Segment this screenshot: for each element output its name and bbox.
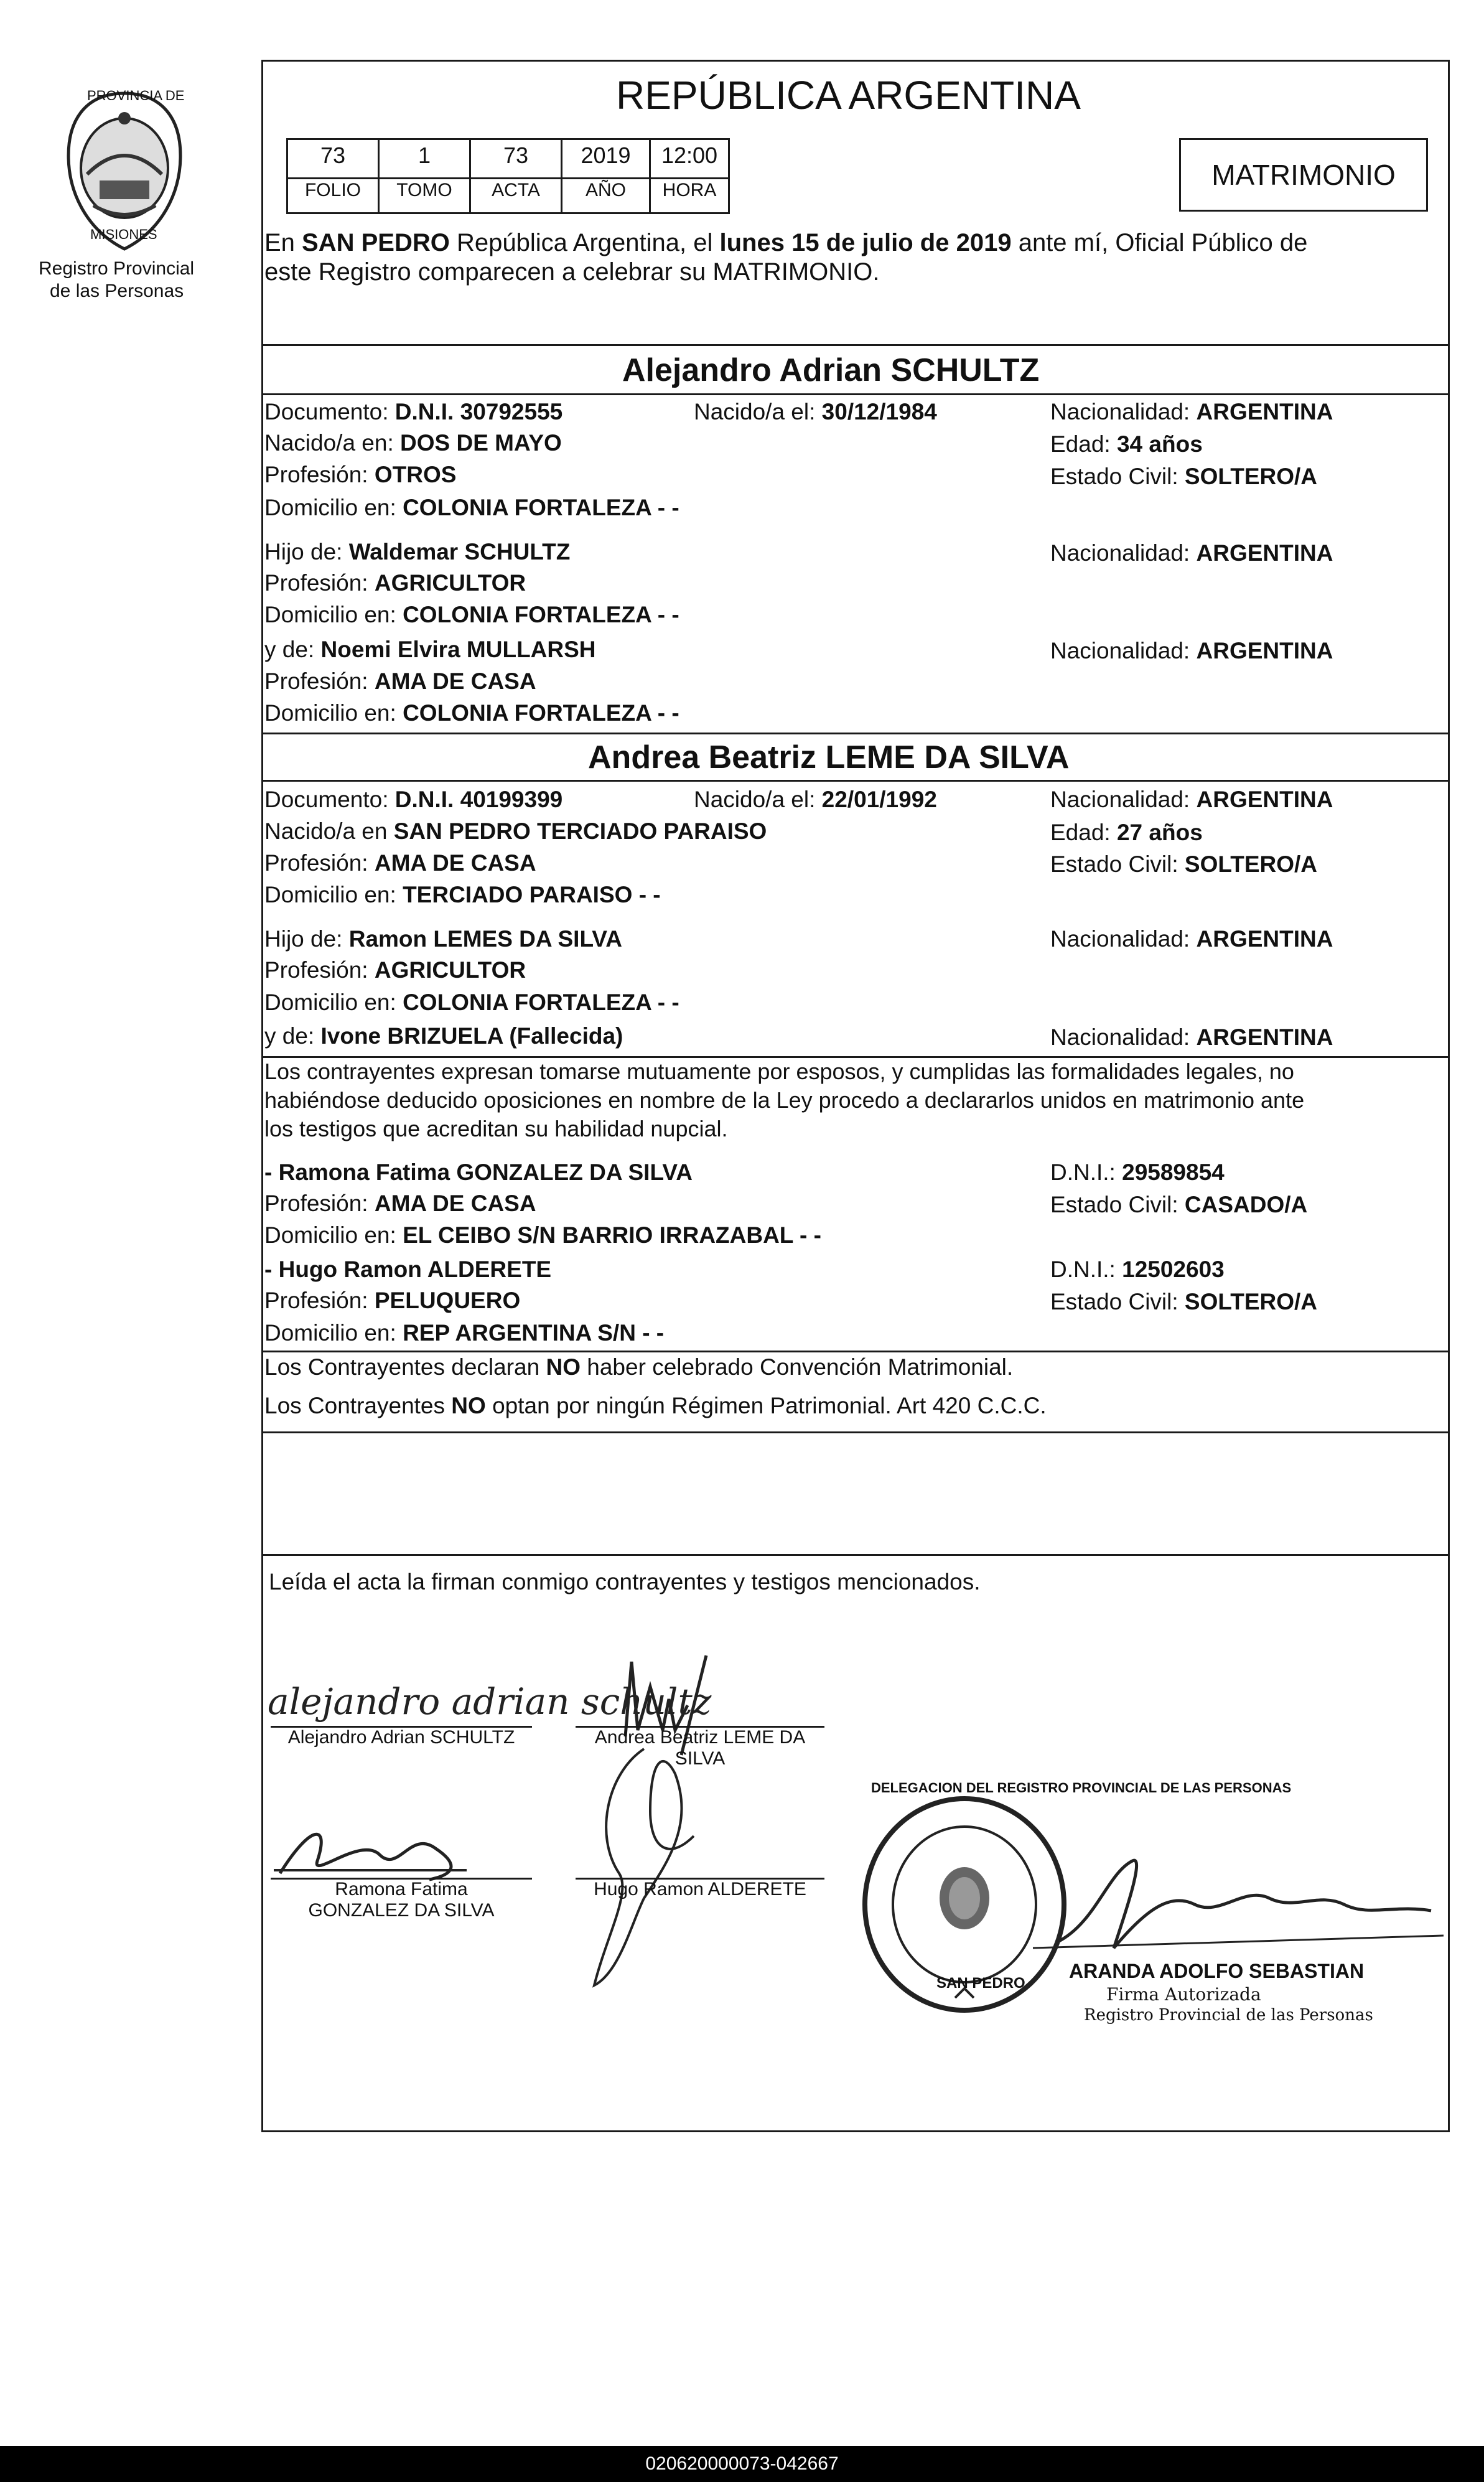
intro-line2: este Registro comparecen a celebrar su MATRIMONIO. [264, 258, 880, 286]
divider [261, 1554, 1450, 1556]
record-type-box: MATRIMONIO [1179, 138, 1428, 212]
witness2-estado-civil: Estado Civil: SOLTERO/A [1050, 1289, 1318, 1314]
closing-text: Leída el acta la firman conmigo contrayentes y testigos mencionados. [269, 1569, 981, 1595]
footer-code: 020620000073-042667 [645, 2453, 839, 2474]
footer-bar [0, 2446, 1484, 2482]
spouse2-father: Hijo de: Ramon LEMES DA SILVA [264, 926, 622, 952]
registry-name-line1: Registro Provincial [39, 258, 195, 279]
intro-line1: En SAN PEDRO República Argentina, el lunes 15 de julio de 2019 ante mí, Oficial Público de [264, 229, 1308, 256]
spouse1-mother-nacionalidad: Nacionalidad: ARGENTINA [1050, 638, 1333, 663]
signature-spouse1: alejandro adrian schultz [268, 1680, 712, 1723]
declaration-line2: habiéndose deducido oposiciones en nombre de la Ley procedo a declararlos unidos en matrimonio ante [264, 1087, 1305, 1113]
official-role: Firma Autorizada [1106, 1984, 1261, 2005]
divider [261, 344, 1450, 346]
signature-label-witness2: Hugo Ramon ALDERETE [594, 1879, 806, 1899]
spouse2-father-domicilio: Domicilio en: COLONIA FORTALEZA - - [264, 990, 679, 1015]
witness1-dni: D.N.I.: 29589854 [1050, 1159, 1225, 1185]
spouse2-edad: Edad: 27 años [1050, 820, 1203, 845]
spouse1-mother-profesion: Profesión: AMA DE CASA [264, 668, 536, 694]
spouse1-estado-civil: Estado Civil: SOLTERO/A [1050, 464, 1318, 489]
registry-name-line2: de las Personas [50, 281, 184, 301]
signature-label-witness1-line2: GONZALEZ DA SILVA [308, 1900, 495, 1921]
signature-label-spouse2-line1: Andrea Beatriz LEME DA [594, 1727, 806, 1748]
spouse1-mother: y de: Noemi Elvira MULLARSH [264, 637, 596, 662]
spouse2-estado-civil: Estado Civil: SOLTERO/A [1050, 851, 1318, 877]
witness2-profesion: Profesión: PELUQUERO [264, 1288, 521, 1313]
witness1-domicilio: Domicilio en: EL CEIBO S/N BARRIO IRRAZABAL - - [264, 1222, 821, 1248]
divider [261, 780, 1450, 782]
signature-label-spouse2-line2: SILVA [674, 1748, 726, 1769]
spouse1-documento: Documento: D.N.I. 30792555 [264, 399, 563, 424]
spouse2-father-nacionalidad: Nacionalidad: ARGENTINA [1050, 926, 1333, 952]
convention-line1: Los Contrayentes declaran NO haber celebrado Convención Matrimonial. [264, 1354, 1014, 1380]
acta-cell: 73 ACTA [469, 138, 562, 214]
convention-line2: Los Contrayentes NO optan por ningún Régimen Patrimonial. Art 420 C.C.C. [264, 1393, 1047, 1418]
hora-cell: 12:00 HORA [649, 138, 730, 214]
spouse1-mother-domicilio: Domicilio en: COLONIA FORTALEZA - - [264, 700, 679, 726]
spouse2-domicilio: Domicilio en: TERCIADO PARAISO - - [264, 882, 661, 907]
divider [261, 1431, 1450, 1433]
folio-cell: 73 FOLIO [286, 138, 380, 214]
spouse1-father-domicilio: Domicilio en: COLONIA FORTALEZA - - [264, 602, 679, 627]
witness2-name: - Hugo Ramon ALDERETE [264, 1257, 552, 1282]
signature-label-witness1-line1: Ramona Fatima [335, 1879, 468, 1899]
witness2-domicilio: Domicilio en: REP ARGENTINA S/N - - [264, 1320, 665, 1346]
spouse1-nacido-en: Nacido/a en: DOS DE MAYO [264, 430, 562, 456]
witness1-estado-civil: Estado Civil: CASADO/A [1050, 1192, 1308, 1217]
spouse1-domicilio: Domicilio en: COLONIA FORTALEZA - - [264, 495, 679, 520]
spouse2-father-profesion: Profesión: AGRICULTOR [264, 957, 526, 983]
spouse2-documento: Documento: D.N.I. 40199399 [264, 787, 563, 812]
stamp-center: SAN PEDRO [936, 1975, 1025, 1992]
declaration-line3: los testigos que acreditan su habilidad nupcial. [264, 1116, 728, 1141]
spouse1-edad: Edad: 34 años [1050, 431, 1203, 457]
spouse2-nacido-en: Nacido/a en SAN PEDRO TERCIADO PARAISO [264, 818, 767, 844]
witness2-dni: D.N.I.: 12502603 [1050, 1257, 1225, 1282]
divider [261, 733, 1450, 734]
ano-cell: 2019 AÑO [561, 138, 651, 214]
witness1-name: - Ramona Fatima GONZALEZ DA SILVA [264, 1159, 693, 1185]
spouse1-father-profesion: Profesión: AGRICULTOR [264, 570, 526, 596]
divider [261, 393, 1450, 395]
spouse1-nacido-el: Nacido/a el: 30/12/1984 [694, 399, 937, 424]
declaration-line1: Los contrayentes expresan tomarse mutuamente por esposos, y cumplidas las formalidades legales, no [264, 1059, 1294, 1084]
spouse2-mother: y de: Ivone BRIZUELA (Fallecida) [264, 1023, 623, 1049]
spouse1-father-nacionalidad: Nacionalidad: ARGENTINA [1050, 540, 1333, 566]
page-title: REPÚBLICA ARGENTINA [616, 73, 1081, 118]
spouse1-nacionalidad: Nacionalidad: ARGENTINA [1050, 399, 1333, 424]
spouse1-father: Hijo de: Waldemar SCHULTZ [264, 539, 571, 564]
spouse2-nacido-el: Nacido/a el: 22/01/1992 [694, 787, 937, 812]
official-org: Registro Provincial de las Personas [1084, 2006, 1373, 2025]
logo-text-bottom: MISIONES [90, 227, 157, 242]
tomo-cell: 1 TOMO [378, 138, 471, 214]
official-name: ARANDA ADOLFO SEBASTIAN [1069, 1960, 1365, 1982]
signature-label-spouse1: Alejandro Adrian SCHULTZ [287, 1727, 515, 1748]
logo-text-top: PROVINCIA DE [87, 88, 185, 103]
divider [261, 1351, 1450, 1352]
spouse1-profesion: Profesión: OTROS [264, 462, 457, 487]
spouse2-name: Andrea Beatriz LEME DA SILVA [588, 739, 1070, 775]
spouse2-profesion: Profesión: AMA DE CASA [264, 850, 536, 876]
signature-witness2 [582, 1736, 706, 2001]
witness1-profesion: Profesión: AMA DE CASA [264, 1191, 536, 1216]
spouse2-nacionalidad: Nacionalidad: ARGENTINA [1050, 787, 1333, 812]
spouse1-name: Alejandro Adrian SCHULTZ [622, 352, 1040, 388]
spouse2-mother-nacionalidad: Nacionalidad: ARGENTINA [1050, 1024, 1333, 1050]
stamp-text: DELEGACION DEL REGISTRO PROVINCIAL DE LAS PERSONAS [871, 1780, 1292, 1796]
